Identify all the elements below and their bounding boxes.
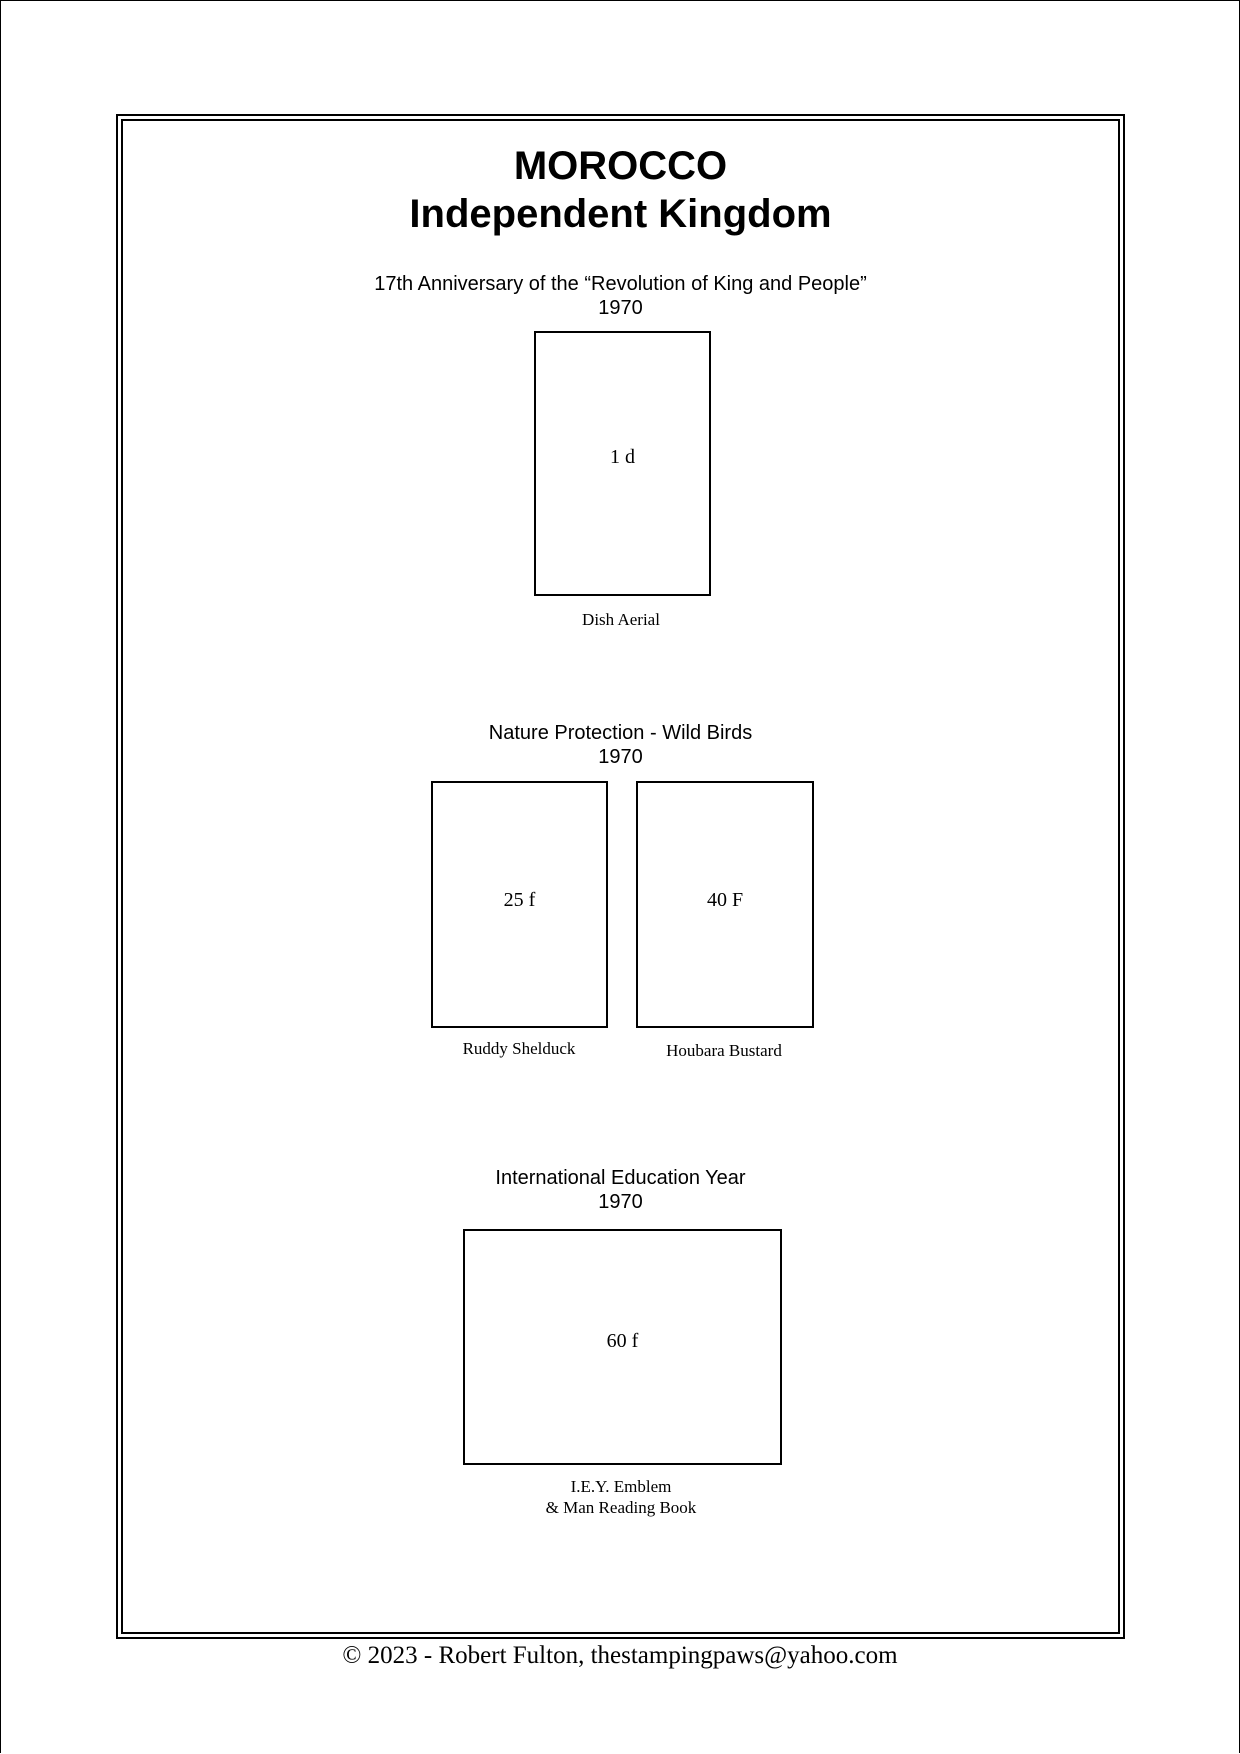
set-title: 17th Anniversary of the “Revolution of King and People” bbox=[374, 273, 867, 295]
set-year: 1970 bbox=[598, 746, 643, 768]
stamp-denomination: 1 d bbox=[610, 446, 635, 468]
country-title: MOROCCO bbox=[513, 144, 728, 188]
stamp-denomination: 25 f bbox=[503, 889, 536, 911]
stamp-caption: Dish Aerial bbox=[582, 610, 660, 629]
stamp-denomination: 60 f bbox=[606, 1329, 639, 1352]
stamp-caption-line2: & Man Reading Book bbox=[545, 1498, 697, 1517]
stamp-mount-40f bbox=[636, 781, 814, 1028]
stamp-caption: Houbara Bustard bbox=[666, 1041, 782, 1060]
set-title: International Education Year bbox=[495, 1167, 746, 1189]
stamp-mount-25f bbox=[431, 781, 608, 1028]
set-year: 1970 bbox=[598, 297, 643, 319]
stamp-denomination: 40 F bbox=[706, 889, 744, 911]
copyright-footer: © 2023 - Robert Fulton, thestampingpaws@yahoo.com bbox=[342, 1642, 898, 1669]
stamp-caption-line1: I.E.Y. Emblem bbox=[570, 1477, 672, 1496]
set-title: Nature Protection - Wild Birds bbox=[488, 722, 753, 744]
country-subtitle: Independent Kingdom bbox=[409, 192, 832, 236]
set-year: 1970 bbox=[598, 1191, 643, 1213]
stamp-mount-1d bbox=[534, 331, 711, 596]
stamp-caption: Ruddy Shelduck bbox=[462, 1039, 576, 1058]
stamp-mount-60f bbox=[463, 1229, 782, 1465]
